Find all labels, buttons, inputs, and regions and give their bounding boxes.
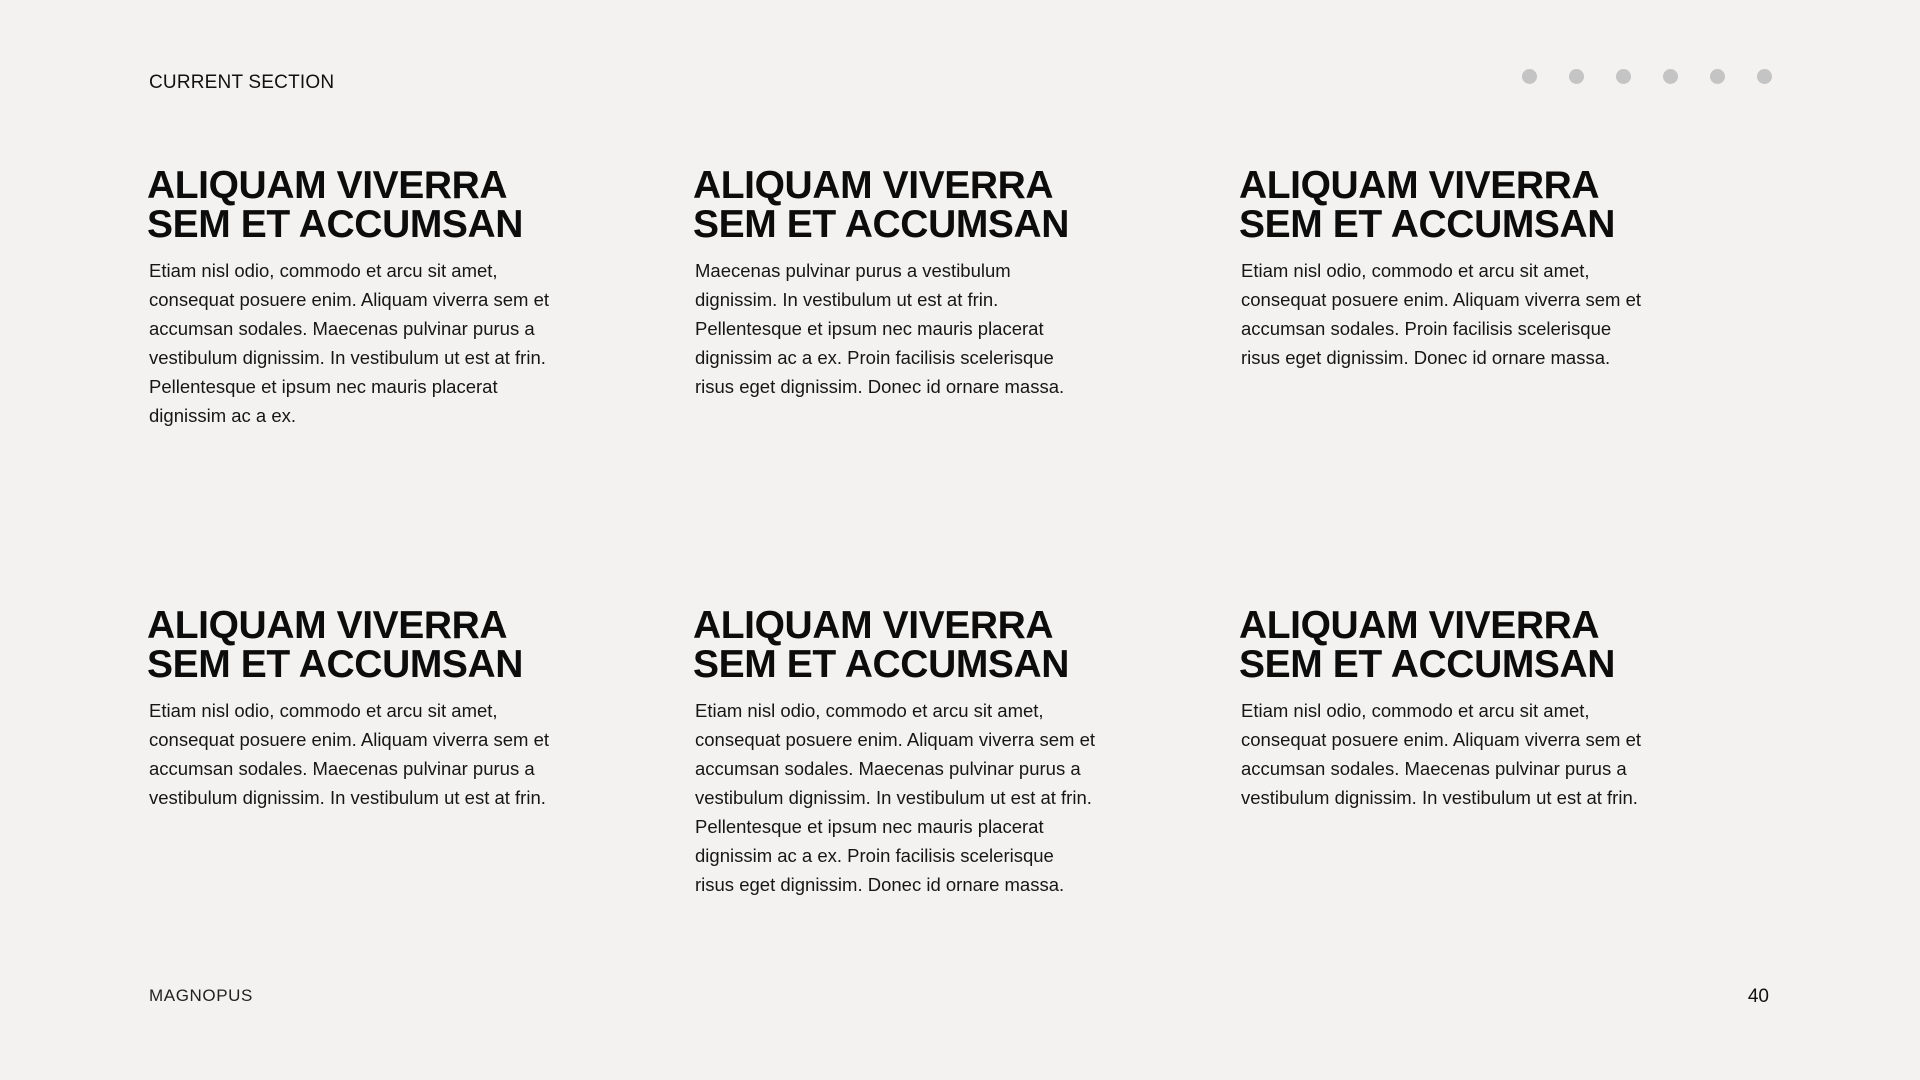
nav-dot[interactable] xyxy=(1757,69,1772,84)
card-body: Etiam nisl odio, commodo et arcu sit amet, consequat posuere enim. Aliquam viverra sem et accumsan sodales. Proin facilisis scelerisque risus eget dignissim. Donec id ornare massa. xyxy=(1241,260,1642,368)
content-card xyxy=(1239,166,1659,606)
page-number: 40 xyxy=(1747,986,1769,1007)
footer-logo: MAGNOPUS xyxy=(149,986,253,1005)
slide-nav-dots xyxy=(1522,69,1772,84)
section-label: CURRENT SECTION xyxy=(149,72,335,93)
card-title: ALIQUAM VIVERRA SEM ET ACCUMSAN xyxy=(693,604,1070,686)
nav-dot[interactable] xyxy=(1616,69,1631,84)
content-card xyxy=(693,606,1113,906)
card-title: ALIQUAM VIVERRA SEM ET ACCUMSAN xyxy=(693,164,1070,246)
card-body: Etiam nisl odio, commodo et arcu sit amet, consequat posuere enim. Aliquam viverra sem et accumsan sodales. Maecenas pulvinar purus a vestibulum dignissim. In vestibulum ut est at frin. Pellentesque et ipsum nec mauris placerat dignissim ac a ex. xyxy=(149,260,550,426)
nav-dot[interactable] xyxy=(1569,69,1584,84)
card-title: ALIQUAM VIVERRA SEM ET ACCUMSAN xyxy=(1239,604,1616,686)
content-card xyxy=(147,606,567,906)
content-card xyxy=(1239,606,1659,906)
card-body: Maecenas pulvinar purus a vestibulum dignissim. In vestibulum ut est at frin. Pellentesque et ipsum nec mauris placerat dignissim ac a ex. Proin facilisis scelerisque risus eget dignissim. Donec id ornare massa. xyxy=(695,260,1065,397)
card-body: Etiam nisl odio, commodo et arcu sit amet, consequat posuere enim. Aliquam viverra sem et accumsan sodales. Maecenas pulvinar purus a vestibulum dignissim. In vestibulum ut est at frin. xyxy=(1241,700,1642,808)
content-grid xyxy=(147,166,1787,906)
card-title: ALIQUAM VIVERRA SEM ET ACCUMSAN xyxy=(147,604,524,686)
nav-dot[interactable] xyxy=(1710,69,1725,84)
content-card xyxy=(693,166,1113,606)
nav-dot[interactable] xyxy=(1522,69,1537,84)
card-body: Etiam nisl odio, commodo et arcu sit amet, consequat posuere enim. Aliquam viverra sem et accumsan sodales. Maecenas pulvinar purus a vestibulum dignissim. In vestibulum ut est at frin. xyxy=(149,700,550,808)
nav-dot[interactable] xyxy=(1663,69,1678,84)
card-title: ALIQUAM VIVERRA SEM ET ACCUMSAN xyxy=(147,164,524,246)
card-title: ALIQUAM VIVERRA SEM ET ACCUMSAN xyxy=(1239,164,1616,246)
card-body: Etiam nisl odio, commodo et arcu sit amet, consequat posuere enim. Aliquam viverra sem et accumsan sodales. Maecenas pulvinar purus a vestibulum dignissim. In vestibulum ut est at frin. Pellentesque et ipsum nec mauris placerat dignissim ac a ex. Proin facilisis scelerisque risus eget dignissim. Donec id ornare massa. xyxy=(695,700,1096,895)
content-card xyxy=(147,166,567,606)
